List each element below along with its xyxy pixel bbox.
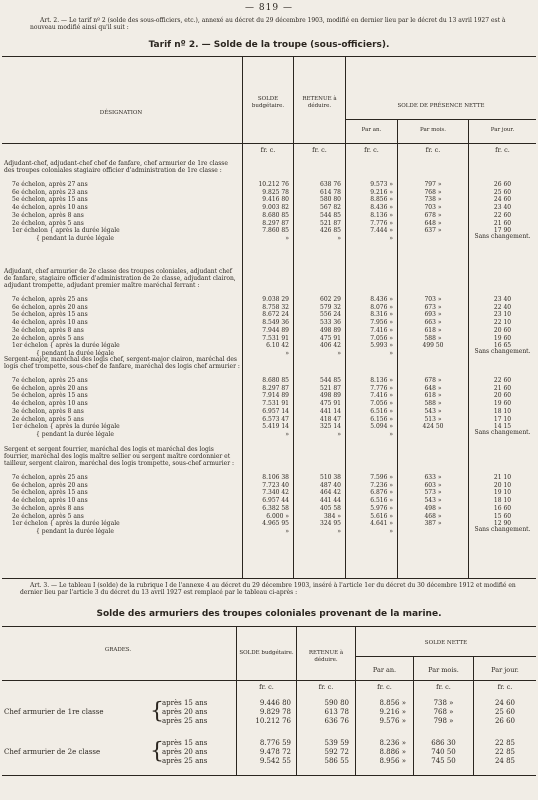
row-label: 5e échelon, après 15 ans — [12, 196, 88, 204]
t2-header-par-mois: Par mois. — [428, 666, 459, 674]
row-label: 3e échelon, après 8 ans — [12, 504, 84, 512]
cell-solde: 5.419 14 — [262, 423, 289, 431]
cell-solde: 6.957 44 — [262, 497, 289, 505]
cell-par-jour: 22 60 — [493, 377, 512, 384]
row-label: 6e échelon, après 20 ans — [12, 481, 88, 489]
cell-solde: 6.10 42 — [266, 342, 289, 350]
cell-par-jour: 19 10 — [493, 489, 512, 497]
cell-par-mois: 588 » — [424, 334, 442, 342]
cell-par-an: 8.436 » — [370, 296, 393, 303]
cell-par-mois: 686 30 — [431, 739, 456, 747]
page-number: — 819 — — [245, 3, 293, 13]
cell-solde: 6.957 14 — [262, 407, 289, 415]
cell-retenue: 567 82 — [320, 204, 341, 212]
row-label: 7e échelon, après 25 ans — [12, 377, 88, 384]
t2-header-par-an: Par an. — [372, 666, 397, 674]
cell-par-mois: 513 » — [424, 415, 442, 423]
cell-par-an: 9.216 » — [370, 188, 393, 196]
cell-par-an: 9.216 » — [379, 708, 406, 716]
cell-retenue: 638 76 — [320, 181, 341, 188]
row-label: après 15 ans — [162, 739, 208, 747]
cell-par-jour: 21 60 — [493, 384, 512, 392]
cell-par-mois: 738 » — [424, 196, 442, 204]
cell-par-an: 7.416 » — [370, 326, 393, 334]
cell-solde: 8.106 38 — [262, 474, 289, 481]
unit-retenue: fr. c. — [312, 146, 327, 154]
t2-unit-mois: fr. c. — [436, 683, 451, 691]
cell-solde: 8.549 36 — [262, 319, 289, 327]
t2-unit-solde: fr. c. — [259, 683, 274, 691]
cell-retenue: » — [337, 234, 341, 242]
cell-par-an: 7.776 » — [370, 219, 393, 227]
brace-glyph: { — [150, 699, 164, 724]
cell-solde: 7.914 89 — [262, 392, 289, 400]
cell-retenue: 384 » — [323, 512, 341, 520]
cell-par-jour: 25 60 — [494, 708, 516, 716]
cell-par-an: 5.094 » — [370, 423, 393, 431]
header-solde: SOLDE budgétaire. — [251, 96, 285, 109]
row-label: 7e échelon, après 25 ans — [12, 296, 88, 303]
cell-par-mois: 543 » — [424, 407, 442, 415]
row-label: { pendant la durée légale — [36, 234, 114, 242]
cell-solde: 8.680 85 — [262, 377, 289, 384]
cell-par-jour: Sans changement. — [474, 347, 531, 355]
row-label: 1er échelon { après la durée légale — [12, 520, 120, 528]
cell-retenue: 441 44 — [320, 497, 341, 505]
unit-mois: fr. c. — [425, 146, 441, 154]
cell-par-an: 7.056 » — [370, 400, 393, 408]
row-label: 5e échelon, après 15 ans — [12, 392, 88, 400]
cell-par-jour: 22 10 — [493, 319, 512, 327]
cell-par-jour: 24 85 — [494, 757, 516, 765]
cell-par-mois: 424 50 — [422, 423, 444, 431]
t2-header-solde: SOLDE budgétaire. — [239, 650, 294, 656]
cell-par-an: 6.516 » — [370, 407, 393, 415]
cell-par-jour: 26 60 — [493, 181, 512, 188]
cell-par-an: 8.076 » — [370, 303, 393, 311]
header-presence: SOLDE DE PRÉSENCE NETTE — [397, 103, 485, 109]
tarif-title: Tarif nº 2. — Solde de la troupe (sous-officiers). — [148, 40, 390, 50]
row-label: 2e échelon, après 5 ans — [12, 219, 84, 227]
cell-par-jour: 16 65 — [493, 342, 512, 350]
cell-retenue: 325 14 — [320, 423, 341, 431]
cell-solde: » — [285, 430, 289, 438]
cell-solde: » — [285, 234, 289, 242]
table-bottom-rule — [2, 578, 536, 579]
cell-par-an: 6.516 » — [370, 497, 393, 505]
cell-par-mois: 768 » — [433, 708, 454, 716]
row-label: 1er échelon { après la durée légale — [12, 423, 120, 431]
cell-par-jour: 21 60 — [493, 219, 512, 227]
cell-par-an: 8.856 » — [370, 196, 393, 204]
cell-par-an: 7.236 » — [370, 481, 393, 489]
cell-par-jour: 17 90 — [493, 227, 512, 235]
cell-par-an: 8.886 » — [379, 748, 406, 756]
cell-par-an: 7.416 » — [370, 392, 393, 400]
cell-par-mois: 588 » — [424, 400, 442, 408]
cell-par-mois: 573 » — [424, 489, 442, 497]
cell-retenue: 586 55 — [324, 757, 349, 765]
cell-par-jour: 20 60 — [493, 326, 512, 334]
cell-retenue: 592 72 — [324, 748, 349, 756]
cell-par-jour: 17 10 — [493, 415, 512, 423]
cell-solde: 6.000 » — [266, 512, 289, 520]
cell-solde: » — [285, 527, 289, 535]
cell-par-jour: 12 90 — [493, 520, 512, 528]
cell-par-jour: 24 60 — [493, 196, 512, 204]
cell-retenue: 418 47 — [320, 415, 341, 423]
t2-unit-retenue: fr. c. — [318, 683, 334, 691]
cell-par-mois: 633 » — [424, 474, 442, 481]
cell-solde: 4.965 95 — [262, 520, 289, 528]
cell-solde: 8.297 87 — [262, 384, 289, 392]
cell-par-jour: 26 60 — [494, 717, 516, 725]
cell-retenue: 487 40 — [320, 481, 341, 489]
cell-solde: 6.382 58 — [262, 504, 289, 512]
cell-par-jour: 19 60 — [493, 400, 512, 408]
cell-par-jour: 23 40 — [493, 204, 512, 212]
t2-unit-jour: fr. c. — [497, 683, 513, 691]
cell-retenue: 602 29 — [320, 296, 341, 303]
cell-par-jour: 20 10 — [493, 481, 512, 489]
cell-retenue: » — [337, 349, 341, 357]
cell-solde: 7.340 42 — [262, 489, 289, 497]
cell-par-jour: 22 60 — [493, 211, 512, 219]
row-label: 3e échelon, après 8 ans — [12, 211, 84, 219]
cell-retenue: 544 85 — [320, 211, 341, 219]
cell-retenue: 533 36 — [320, 319, 341, 327]
cell-par-mois: 498 » — [424, 504, 442, 512]
row-label: 4e échelon, après 10 ans — [12, 497, 88, 505]
cell-retenue: 556 24 — [320, 311, 341, 319]
row-label: 4e échelon, après 10 ans — [12, 204, 88, 212]
cell-retenue: 324 95 — [320, 520, 341, 528]
cell-par-an: » — [389, 527, 393, 535]
cell-par-mois: 387 » — [424, 520, 442, 528]
cell-solde: 9.446 80 — [259, 699, 291, 707]
cell-retenue: 498 89 — [320, 326, 341, 334]
t2-header-par-jour: Par jour. — [491, 666, 519, 674]
cell-par-jour: Sans changement. — [474, 525, 531, 533]
cell-par-an: 6.876 » — [370, 489, 393, 497]
cell-solde: 6.573 47 — [262, 415, 289, 423]
row-label: 7e échelon, après 27 ans — [12, 181, 88, 188]
cell-par-jour: Sans changement. — [474, 232, 531, 240]
group-title: Sergent et sergent fourrier, maréchal des logis et maréchal des logis fourrier, maréchal des logis maître sellier ou sergent maître cordonnier et tailleur, sergent clairon, maréchal des logis trompette, sous-chef armurier : — [4, 446, 235, 467]
cell-solde: 9.416 80 — [262, 196, 289, 204]
cell-par-mois: 618 » — [424, 326, 442, 334]
cell-retenue: 614 78 — [320, 188, 341, 196]
cell-par-an: 4.641 » — [370, 520, 393, 528]
cell-par-an: 8.236 » — [379, 739, 406, 747]
cell-par-mois: 693 » — [424, 311, 442, 319]
row-label: après 20 ans — [162, 708, 208, 716]
cell-par-an: » — [389, 234, 393, 242]
cell-par-jour: 20 60 — [493, 392, 512, 400]
row-label: 7e échelon, après 25 ans — [12, 474, 88, 481]
t2-header-grades: GRADES. — [104, 647, 132, 653]
cell-par-mois: 603 » — [424, 481, 442, 489]
cell-par-mois: 798 » — [433, 717, 454, 725]
cell-retenue: 498 89 — [320, 392, 341, 400]
row-label: 6e échelon, après 20 ans — [12, 303, 88, 311]
cell-par-mois: 738 » — [433, 699, 454, 707]
cell-solde: 9.825 78 — [262, 188, 289, 196]
cell-par-mois: 703 » — [424, 204, 442, 212]
cell-solde: 8.297 87 — [262, 219, 289, 227]
cell-retenue: 590 80 — [324, 699, 349, 707]
cell-solde: 10.212 76 — [258, 181, 289, 188]
cell-par-an: 6.156 » — [370, 415, 393, 423]
cell-solde: 7.531 91 — [262, 334, 289, 342]
cell-retenue: » — [337, 430, 341, 438]
cell-par-jour: 22 85 — [494, 748, 516, 756]
cell-par-mois: 648 » — [424, 219, 442, 227]
cell-par-an: » — [389, 349, 393, 357]
cell-par-jour: 23 10 — [493, 311, 512, 319]
table2-title: Solde des armuriers des troupes coloniales provenant de la marine. — [96, 609, 442, 619]
row-label: 3e échelon, après 8 ans — [12, 407, 84, 415]
row-label: 4e échelon, après 10 ans — [12, 400, 88, 408]
cell-retenue: 426 85 — [320, 227, 341, 235]
cell-solde: 9.003 82 — [262, 204, 289, 212]
cell-par-jour: 18 10 — [493, 497, 512, 505]
cell-retenue: 475 91 — [320, 400, 341, 408]
row-label: après 25 ans — [162, 717, 208, 725]
row-label: après 15 ans — [162, 699, 208, 707]
row-label: 5e échelon, après 15 ans — [12, 311, 88, 319]
cell-par-an: 5.976 » — [370, 504, 393, 512]
t2-header-retenue: RETENUE à déduire. — [308, 650, 344, 663]
cell-par-jour: 21 10 — [493, 474, 512, 481]
unit-an: fr. c. — [364, 146, 379, 154]
unit-solde: fr. c. — [260, 146, 276, 154]
cell-par-an: 5.993 » — [370, 342, 393, 350]
cell-par-mois: 745 50 — [431, 757, 456, 765]
cell-par-an: 8.436 » — [370, 204, 393, 212]
header-par-jour: Par jour. — [490, 127, 515, 133]
cell-par-an: 8.316 » — [370, 311, 393, 319]
cell-solde: 9.829 78 — [259, 708, 291, 716]
cell-par-jour: 16 60 — [493, 504, 512, 512]
cell-solde: 9.478 72 — [259, 748, 291, 756]
cell-retenue: 580 80 — [320, 196, 341, 204]
cell-solde: 8.680 85 — [262, 211, 289, 219]
cell-solde: » — [285, 349, 289, 357]
cell-par-jour: Sans changement. — [474, 428, 531, 436]
row-label: 5e échelon, après 15 ans — [12, 489, 88, 497]
cell-par-an: 9.576 » — [379, 717, 406, 725]
cell-solde: 8.776 59 — [259, 739, 291, 747]
row-label: 2e échelon, après 5 ans — [12, 415, 84, 423]
grade-label: Chef armurier de 1re classe — [4, 708, 104, 716]
row-label: 4e échelon, après 10 ans — [12, 319, 88, 327]
cell-retenue: 579 32 — [320, 303, 341, 311]
cell-retenue: 521 87 — [320, 219, 341, 227]
row-label: 2e échelon, après 5 ans — [12, 512, 84, 520]
cell-par-an: 8.136 » — [370, 377, 393, 384]
group-title: Sergent-major, maréchal des logis chef, sergent-major clairon, maréchal des logis chef trompette, sous-chef de fanfare, maréchal des logis chef armurier : — [4, 356, 240, 370]
cell-par-mois: 637 » — [424, 227, 442, 235]
cell-par-jour: 14 15 — [493, 423, 512, 431]
cell-par-mois: 740 50 — [431, 748, 456, 756]
header-designation: DÉSIGNATION — [99, 110, 143, 116]
cell-par-an: 8.136 » — [370, 211, 393, 219]
cell-par-mois: 678 » — [424, 377, 442, 384]
cell-par-mois: 797 » — [424, 181, 442, 188]
cell-par-mois: 768 » — [424, 188, 442, 196]
t2-header-nette: SOLDE NETTE — [424, 640, 468, 646]
row-label: 6e échelon, après 20 ans — [12, 384, 88, 392]
group-title: Adjudant-chef, adjudant-chef chef de fanfare, chef armurier de 1re classe des troupes coloniales stagiaire officier d'administration de 1re classe : — [4, 160, 228, 174]
cell-par-an: 5.616 » — [370, 512, 393, 520]
cell-solde: 8.758 32 — [262, 303, 289, 311]
cell-par-jour: 25 60 — [493, 188, 512, 196]
row-label: { pendant la durée légale — [36, 430, 114, 438]
row-label: { pendant la durée légale — [36, 349, 114, 357]
grade-label: Chef armurier de 2e classe — [4, 748, 101, 756]
cell-par-an: 8.956 » — [379, 757, 406, 765]
cell-par-an: 7.056 » — [370, 334, 393, 342]
cell-par-an: 9.573 » — [370, 181, 393, 188]
row-label: { pendant la durée légale — [36, 527, 114, 535]
cell-par-mois: 678 » — [424, 211, 442, 219]
cell-par-mois: 648 » — [424, 384, 442, 392]
t2-unit-an: fr. c. — [377, 683, 392, 691]
row-label: après 20 ans — [162, 748, 208, 756]
cell-par-an: 7.956 » — [370, 319, 393, 327]
cell-retenue: 406 42 — [320, 342, 341, 350]
row-label: 1er échelon { après la durée légale — [12, 342, 120, 350]
unit-jour: fr. c. — [495, 146, 510, 154]
cell-retenue: 613 78 — [324, 708, 349, 716]
cell-par-an: 7.444 » — [370, 227, 393, 235]
cell-retenue: 464 42 — [320, 489, 341, 497]
row-label: après 25 ans — [162, 757, 208, 765]
cell-retenue: 539 59 — [324, 739, 349, 747]
cell-par-mois: 543 » — [424, 497, 442, 505]
cell-solde: 9.542 55 — [259, 757, 291, 765]
header-retenue: RETENUE à déduire. — [302, 96, 337, 109]
units-rule — [2, 143, 536, 144]
cell-par-mois: 703 » — [424, 296, 442, 303]
cell-retenue: 405 58 — [320, 504, 341, 512]
cell-par-jour: 22 85 — [494, 739, 516, 747]
row-label: 1er échelon { après la durée légale — [12, 227, 120, 235]
cell-par-jour: 18 10 — [493, 407, 512, 415]
cell-retenue: 521 87 — [320, 384, 341, 392]
row-label: 6e échelon, après 23 ans — [12, 188, 88, 196]
cell-par-mois: 468 » — [424, 512, 442, 520]
cell-par-jour: 23 40 — [493, 296, 512, 303]
cell-par-jour: 22 40 — [493, 303, 512, 311]
brace-glyph: { — [150, 739, 164, 764]
cell-solde: 7.860 85 — [262, 227, 289, 235]
cell-par-an: 7.596 » — [370, 474, 393, 481]
cell-par-mois: 618 » — [424, 392, 442, 400]
table-top-rule — [2, 56, 536, 57]
header-par-an: Par an. — [361, 127, 382, 133]
cell-solde: 7.944 89 — [262, 326, 289, 334]
cell-retenue: 636 76 — [324, 717, 349, 725]
cell-par-an: » — [389, 430, 393, 438]
cell-retenue: 475 91 — [320, 334, 341, 342]
cell-par-jour: 15 60 — [493, 512, 512, 520]
article-2-text: Art. 2. — Le tarif nº 2 (solde des sous-officiers, etc.), annexé au décret du 29 décembre 1903, modifié en dernier lieu par le décret du 13 avril 1927 est à nouveau modifié ainsi qu'il suit : — [30, 17, 506, 31]
cell-retenue: 441 14 — [320, 407, 341, 415]
cell-solde: 7.531 91 — [262, 400, 289, 408]
cell-retenue: » — [337, 527, 341, 535]
cell-par-an: 8.856 » — [379, 699, 406, 707]
row-label: 2e échelon, après 5 ans — [12, 334, 84, 342]
cell-solde: 10.212 76 — [255, 717, 291, 725]
group-title: Adjudant, chef armurier de 2e classe des troupes coloniales, adjudant chef de fanfare, stagiaire officier d'administration de 2e classe, adjudant clairon, adjudant trompette, adjudant premier maître maréchal ferrant : — [4, 268, 236, 289]
cell-par-jour: 24 60 — [494, 699, 516, 707]
cell-par-jour: 19 60 — [493, 334, 512, 342]
cell-par-an: 7.776 » — [370, 384, 393, 392]
cell-par-mois: 499 50 — [422, 342, 444, 350]
header-par-mois: Par mois. — [420, 127, 446, 133]
cell-solde: 7.723 40 — [262, 481, 289, 489]
cell-par-mois: 673 » — [424, 303, 442, 311]
cell-solde: 8.672 24 — [262, 311, 289, 319]
cell-retenue: 510 38 — [320, 474, 341, 481]
row-label: 3e échelon, après 8 ans — [12, 326, 84, 334]
cell-solde: 9.038 29 — [262, 296, 289, 303]
cell-par-mois: 663 » — [424, 319, 442, 327]
article-3-text: Art. 3. — Le tableau I (solde) de la rubrique I de l'annexe 4 au décret du 29 décembre 1903, inséré à l'article 1er du décret du 30 décembre 1912 et modifié en dernier lieu par l'article 3 du décret du 13 avril 1927 est remplacé par le tableau ci-après : — [20, 582, 516, 596]
cell-retenue: 544 85 — [320, 377, 341, 384]
